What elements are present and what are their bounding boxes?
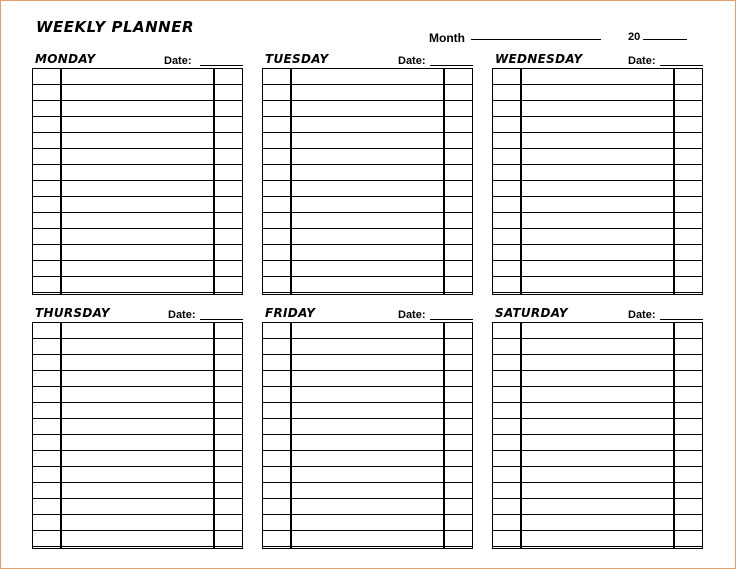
check-column-divider [673,69,675,294]
schedule-row[interactable] [33,339,242,355]
schedule-row[interactable] [33,355,242,371]
schedule-row[interactable] [493,229,702,245]
schedule-row[interactable] [33,515,242,531]
schedule-row[interactable] [263,371,472,387]
date-field[interactable] [430,319,473,320]
schedule-row[interactable] [33,371,242,387]
schedule-row[interactable] [33,323,242,339]
schedule-row[interactable] [263,181,472,197]
date-field[interactable] [200,319,243,320]
check-column-divider [213,69,215,294]
schedule-row[interactable] [33,419,242,435]
day-name: MONDAY [35,52,96,66]
time-column-divider [60,323,62,548]
schedule-row[interactable] [33,181,242,197]
schedule-row[interactable] [263,323,472,339]
day-block-wednesday [492,52,704,296]
schedule-row[interactable] [33,213,242,229]
schedule-row[interactable] [33,403,242,419]
schedule-row[interactable] [263,229,472,245]
schedule-row[interactable] [263,133,472,149]
schedule-row[interactable] [263,403,472,419]
schedule-row[interactable] [263,387,472,403]
time-column-divider [520,323,522,548]
schedule-grid [492,68,703,295]
schedule-row[interactable] [263,435,472,451]
schedule-row[interactable] [263,483,472,499]
schedule-row[interactable] [493,69,702,85]
schedule-row[interactable] [263,355,472,371]
day-name: SATURDAY [495,306,568,320]
month-label: Month [429,31,465,45]
schedule-row[interactable] [33,101,242,117]
schedule-row[interactable] [493,355,702,371]
day-block-tuesday [262,52,474,296]
day-block-friday [262,306,474,550]
planner-title: WEEKLY PLANNER [36,18,195,36]
schedule-row[interactable] [263,101,472,117]
time-column-divider [520,69,522,294]
schedule-row[interactable] [493,213,702,229]
time-column-divider [290,323,292,548]
schedule-row[interactable] [493,165,702,181]
month-field[interactable] [471,39,601,40]
schedule-row[interactable] [33,133,242,149]
schedule-row[interactable] [493,133,702,149]
schedule-row[interactable] [33,245,242,261]
schedule-row[interactable] [33,467,242,483]
schedule-row[interactable] [33,165,242,181]
schedule-row[interactable] [493,483,702,499]
schedule-row[interactable] [493,451,702,467]
schedule-row[interactable] [493,403,702,419]
schedule-row[interactable] [33,149,242,165]
schedule-row[interactable] [33,451,242,467]
day-name: THURSDAY [35,306,110,320]
schedule-row[interactable] [263,85,472,101]
day-name: TUESDAY [265,52,329,66]
check-column-divider [443,323,445,548]
schedule-grid [32,68,243,295]
schedule-row[interactable] [263,165,472,181]
schedule-row[interactable] [493,149,702,165]
schedule-grid [32,322,243,549]
check-column-divider [213,323,215,548]
schedule-row[interactable] [263,213,472,229]
schedule-row[interactable] [33,69,242,85]
schedule-row[interactable] [33,435,242,451]
date-field[interactable] [200,65,243,66]
schedule-row[interactable] [263,197,472,213]
schedule-row[interactable] [263,277,472,293]
schedule-row[interactable] [493,515,702,531]
schedule-row[interactable] [33,85,242,101]
schedule-row[interactable] [493,197,702,213]
year-field[interactable] [643,39,687,40]
schedule-row[interactable] [33,531,242,547]
schedule-grid [492,322,703,549]
schedule-row[interactable] [263,467,472,483]
schedule-row[interactable] [493,101,702,117]
schedule-row[interactable] [263,149,472,165]
schedule-row[interactable] [263,451,472,467]
schedule-row[interactable] [263,515,472,531]
schedule-row[interactable] [493,467,702,483]
schedule-row[interactable] [263,117,472,133]
day-block-monday [32,52,244,296]
schedule-row[interactable] [493,117,702,133]
day-name: WEDNESDAY [495,52,583,66]
date-label: Date: [398,309,426,321]
schedule-row[interactable] [493,499,702,515]
schedule-row[interactable] [33,197,242,213]
schedule-row[interactable] [493,435,702,451]
date-field[interactable] [430,65,473,66]
date-label: Date: [168,309,196,321]
schedule-row[interactable] [493,371,702,387]
schedule-grid [262,68,473,295]
schedule-row[interactable] [33,483,242,499]
day-block-thursday [32,306,244,550]
date-field[interactable] [660,65,703,66]
check-column-divider [673,323,675,548]
schedule-row[interactable] [493,339,702,355]
day-name: FRIDAY [265,306,316,320]
schedule-row[interactable] [493,261,702,277]
day-block-saturday [492,306,704,550]
schedule-row[interactable] [493,387,702,403]
check-column-divider [443,69,445,294]
schedule-row[interactable] [493,277,702,293]
schedule-row[interactable] [33,499,242,515]
schedule-row[interactable] [263,69,472,85]
schedule-grid [262,322,473,549]
schedule-row[interactable] [33,387,242,403]
schedule-row[interactable] [33,229,242,245]
schedule-row[interactable] [263,419,472,435]
schedule-row[interactable] [33,117,242,133]
schedule-row[interactable] [263,261,472,277]
schedule-row[interactable] [33,277,242,293]
schedule-row[interactable] [493,85,702,101]
schedule-row[interactable] [263,531,472,547]
date-label: Date: [398,55,426,67]
date-label: Date: [628,309,656,321]
schedule-row[interactable] [493,419,702,435]
schedule-row[interactable] [493,181,702,197]
date-label: Date: [628,55,656,67]
schedule-row[interactable] [493,531,702,547]
schedule-row[interactable] [33,261,242,277]
schedule-row[interactable] [263,245,472,261]
schedule-row[interactable] [493,245,702,261]
schedule-row[interactable] [263,499,472,515]
schedule-row[interactable] [493,323,702,339]
time-column-divider [290,69,292,294]
year-label: 20 [628,31,641,43]
schedule-row[interactable] [263,339,472,355]
time-column-divider [60,69,62,294]
date-label: Date: [164,55,192,67]
date-field[interactable] [660,319,703,320]
